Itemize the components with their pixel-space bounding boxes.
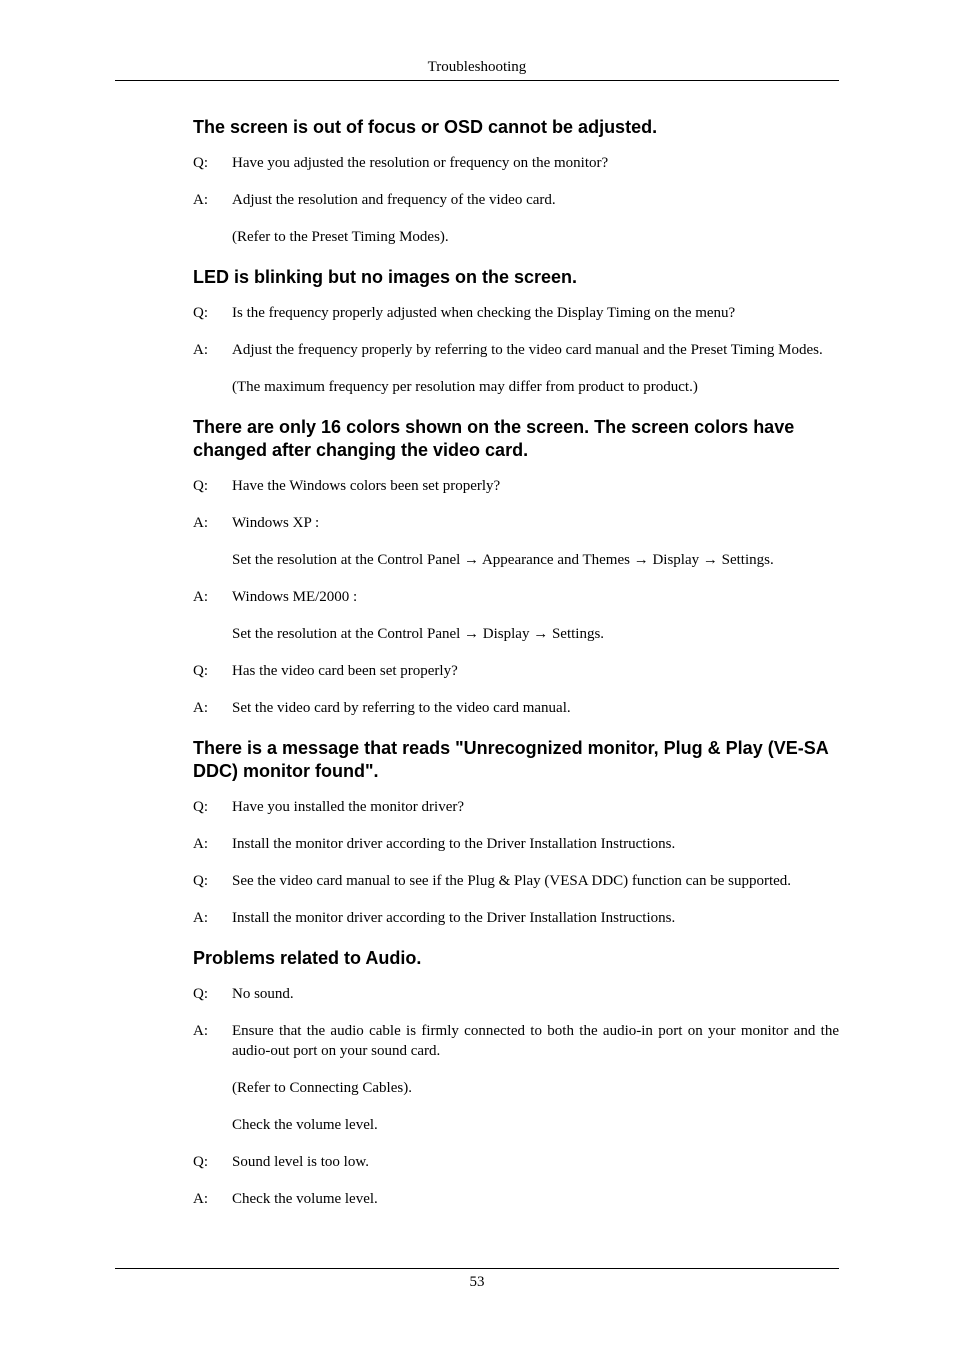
- qa-row: [193, 661, 839, 681]
- qa-row: [193, 698, 839, 718]
- qa-note: Set the resolution at the Control Panel → Display → Settings.: [232, 626, 605, 642]
- qa-text: Set the video card by referring to the video card manual.: [232, 700, 571, 716]
- qa-row: [193, 834, 839, 854]
- page-header: Troubleshooting: [427, 59, 527, 75]
- qa-prefix: Q:: [193, 155, 208, 171]
- qa-text: No sound.: [232, 986, 294, 1002]
- qa-text: Install the monitor driver according to the Driver Installation Instructions.: [232, 836, 676, 852]
- qa-row: [193, 340, 839, 360]
- qa-prefix: A:: [193, 1023, 208, 1039]
- qa-note: (Refer to Connecting Cables).: [232, 1080, 412, 1096]
- section: [193, 947, 839, 1209]
- qa-prefix: A:: [193, 342, 208, 358]
- qa-note: (The maximum frequency per resolution may differ from product to product.): [232, 379, 698, 395]
- section: [193, 416, 839, 718]
- qa-text: Adjust the resolution and frequency of the video card.: [232, 192, 556, 208]
- qa-text: Windows XP :: [232, 515, 320, 531]
- qa-row: [193, 908, 839, 928]
- qa-note: (Refer to the Preset Timing Modes).: [232, 229, 449, 245]
- qa-row: [193, 1152, 839, 1172]
- qa-note: Set the resolution at the Control Panel → Appearance and Themes → Display → Settings.: [232, 552, 774, 568]
- qa-text: Windows ME/2000 :: [232, 589, 358, 605]
- section-heading: The screen is out of focus or OSD cannot be adjusted.: [193, 117, 658, 137]
- qa-prefix: Q:: [193, 663, 208, 679]
- qa-prefix: A:: [193, 515, 208, 531]
- qa-prefix: A:: [193, 910, 208, 926]
- qa-row: [193, 797, 839, 817]
- qa-row: [193, 190, 839, 210]
- qa-text: Have you adjusted the resolution or frequency on the monitor?: [232, 155, 609, 171]
- qa-text: See the video card manual to see if the Plug & Play (VESA DDC) function can be supported.: [232, 873, 792, 889]
- qa-row: [193, 153, 839, 173]
- qa-text: Has the video card been set properly?: [232, 663, 458, 679]
- header-divider: [115, 80, 839, 81]
- section: [193, 737, 839, 928]
- section-heading: There is a message that reads "Unrecognized monitor, Plug & Play (VE-SA DDC) monitor found".: [193, 738, 829, 781]
- qa-prefix: A:: [193, 1191, 208, 1207]
- qa-text: Adjust the frequency properly by referring to the video card manual and the Preset Timing Modes.: [232, 342, 823, 358]
- qa-prefix: Q:: [193, 873, 208, 889]
- qa-row: [193, 587, 839, 607]
- qa-row: [193, 871, 839, 891]
- qa-text: Sound level is too low.: [232, 1154, 369, 1170]
- qa-text: Have you installed the monitor driver?: [232, 799, 465, 815]
- troubleshooting-content: [193, 116, 839, 1226]
- section: [193, 266, 839, 397]
- qa-row: [193, 303, 839, 323]
- qa-prefix: A:: [193, 700, 208, 716]
- qa-prefix: Q:: [193, 478, 208, 494]
- qa-prefix: A:: [193, 589, 208, 605]
- qa-text: Install the monitor driver according to the Driver Installation Instructions.: [232, 910, 676, 926]
- section: [193, 116, 839, 247]
- qa-note: Check the volume level.: [232, 1117, 378, 1133]
- section-heading: There are only 16 colors shown on the screen. The screen colors have changed after changing the video card.: [193, 417, 795, 460]
- qa-row: [193, 513, 839, 533]
- footer-divider: [115, 1268, 839, 1269]
- qa-row: [193, 1021, 839, 1061]
- qa-text: Is the frequency properly adjusted when checking the Display Timing on the menu?: [232, 305, 736, 321]
- qa-prefix: Q:: [193, 799, 208, 815]
- qa-row: [193, 984, 839, 1004]
- section-heading: LED is blinking but no images on the screen.: [193, 267, 578, 287]
- qa-prefix: Q:: [193, 1154, 208, 1170]
- qa-prefix: Q:: [193, 986, 208, 1002]
- qa-prefix: A:: [193, 192, 208, 208]
- qa-text: Check the volume level.: [232, 1191, 378, 1207]
- qa-text: Ensure that the audio cable is firmly connected to both the audio-in port on your monitor and the audio-out port on your sound card.: [232, 1023, 839, 1059]
- qa-text: Have the Windows colors been set properly?: [232, 478, 501, 494]
- qa-row: [193, 476, 839, 496]
- qa-prefix: Q:: [193, 305, 208, 321]
- section-heading: Problems related to Audio.: [193, 948, 422, 968]
- qa-row: [193, 1189, 839, 1209]
- page-number: 53: [469, 1274, 485, 1290]
- qa-prefix: A:: [193, 836, 208, 852]
